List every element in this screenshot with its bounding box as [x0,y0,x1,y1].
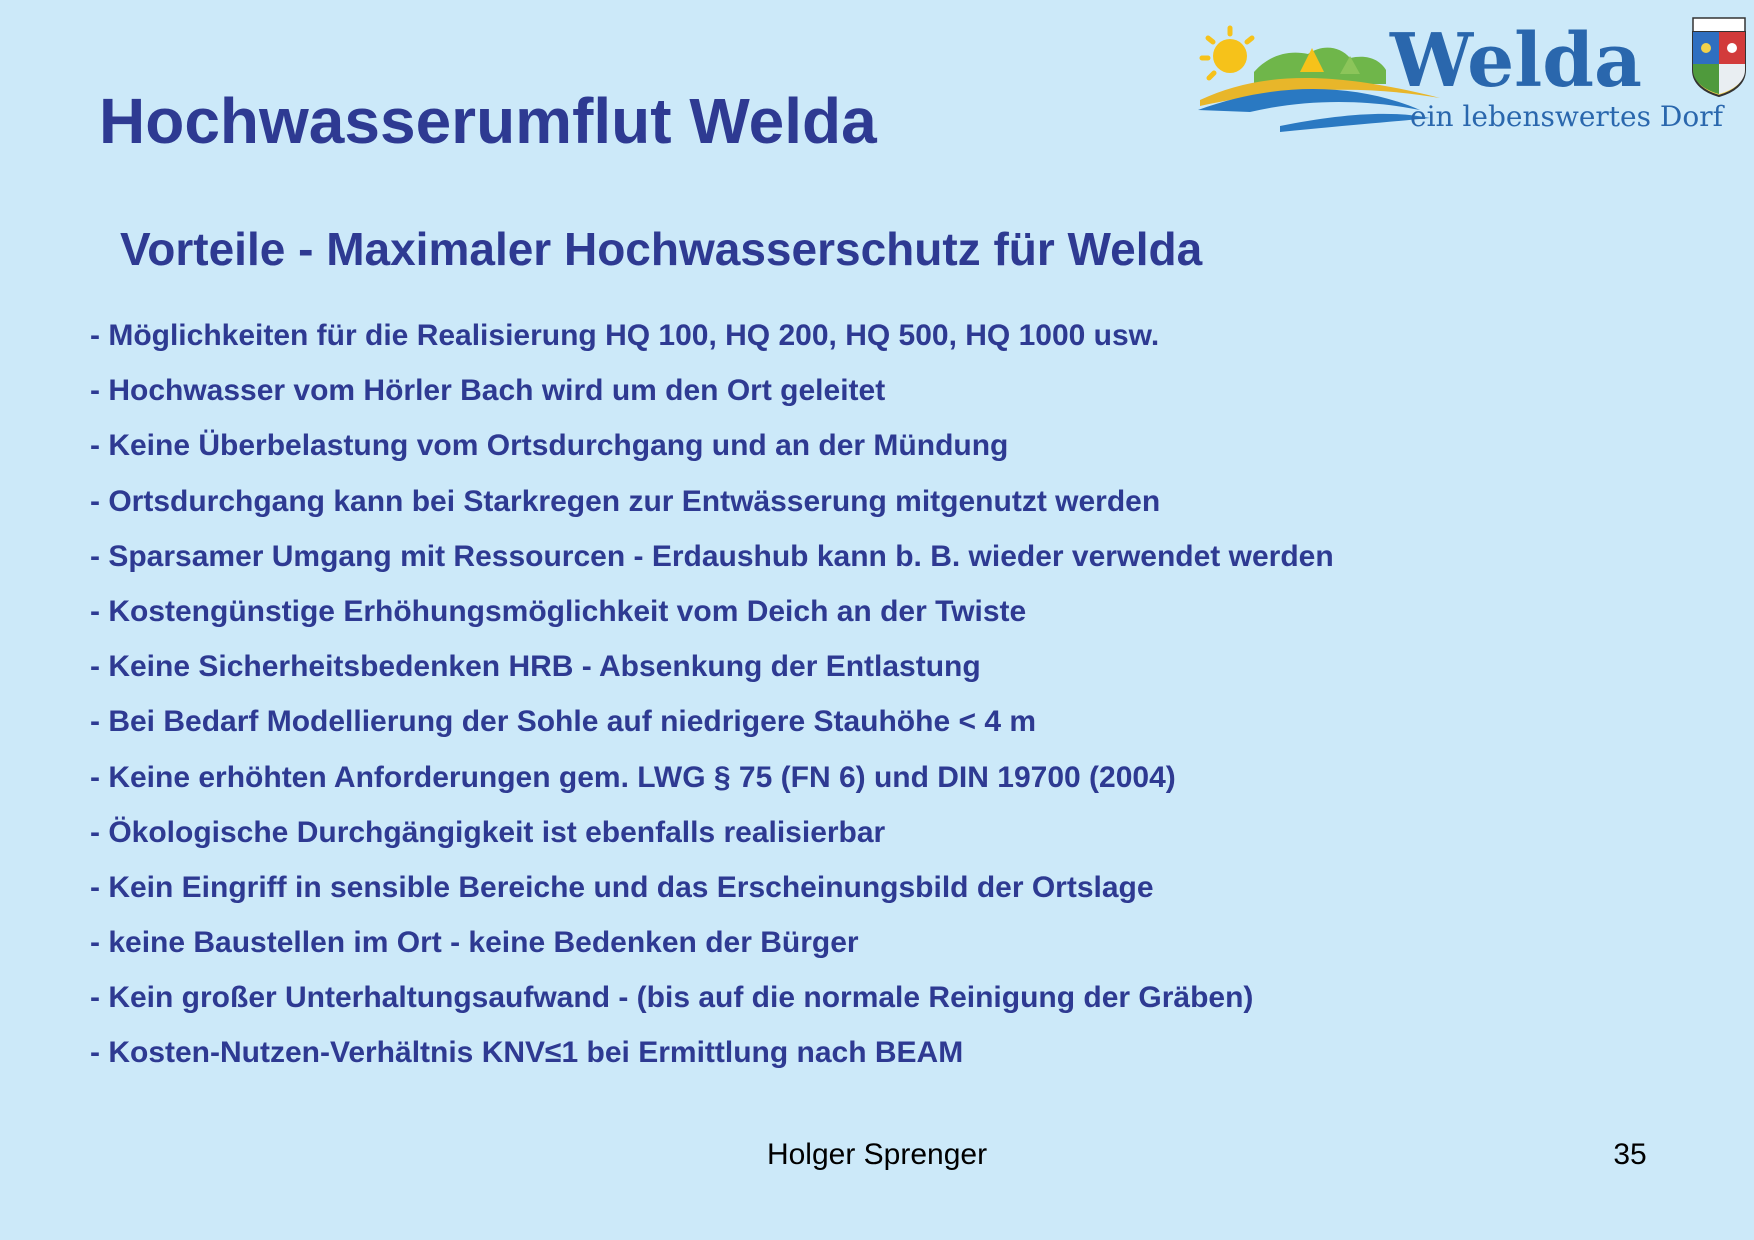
list-item: - Ökologische Durchgängigkeit ist ebenfalls realisierbar [90,815,886,849]
crest-icon [1693,18,1745,96]
list-item: - Kein großer Unterhaltungsaufwand - (bis auf die normale Reinigung der Gräben) [90,981,1254,1015]
list-item: - Keine erhöhten Anforderungen gem. LWG § 75 (FN 6) und DIN 19700 (2004) [90,760,1176,794]
sun-icon [1202,28,1252,78]
page-number: 35 [1613,1138,1647,1171]
list-item: - Bei Bedarf Modellierung der Sohle auf niedrigere Stauhöhe < 4 m [90,705,1037,739]
bullet-list [90,312,1334,1085]
footer-author: Holger Sprenger [766,1138,988,1171]
list-item: - Möglichkeiten für die Realisierung HQ 100, HQ 200, HQ 500, HQ 1000 usw. [90,319,1160,352]
logo-slogan: ein lebenswertes Dorf [1410,100,1723,133]
list-item: - Ortsdurchgang kann bei Starkregen zur Entwässerung mitgenutzt werden [90,484,1161,518]
list-item: - Kein Eingriff in sensible Bereiche und das Erscheinungsbild der Ortslage [90,870,1154,904]
list-item: - Kosten-Nutzen-Verhältnis KNV≤1 bei Ermittlung nach BEAM [90,1036,964,1070]
welda-logo [1190,14,1750,144]
list-item: - Keine Überbelastung vom Ortsdurchgang und an der Mündung [90,429,1009,463]
slide-subtitle: Vorteile - Maximaler Hochwasserschutz für Welda [120,223,1203,275]
list-item: - Hochwasser vom Hörler Bach wird um den Ort geleitet [90,374,886,408]
logo-word: Welda [1390,18,1642,104]
list-item: - keine Baustellen im Ort - keine Bedenken der Bürger [90,926,859,960]
list-item: - Keine Sicherheitsbedenken HRB - Absenkung der Entlastung [90,650,981,684]
slide-title: Hochwasserumflut Welda [99,85,877,157]
list-item: - Sparsamer Umgang mit Ressourcen - Erdaushub kann b. B. wieder verwendet werden [90,539,1334,573]
list-item: - Kostengünstige Erhöhungsmöglichkeit vom Deich an der Twiste [90,594,1027,628]
